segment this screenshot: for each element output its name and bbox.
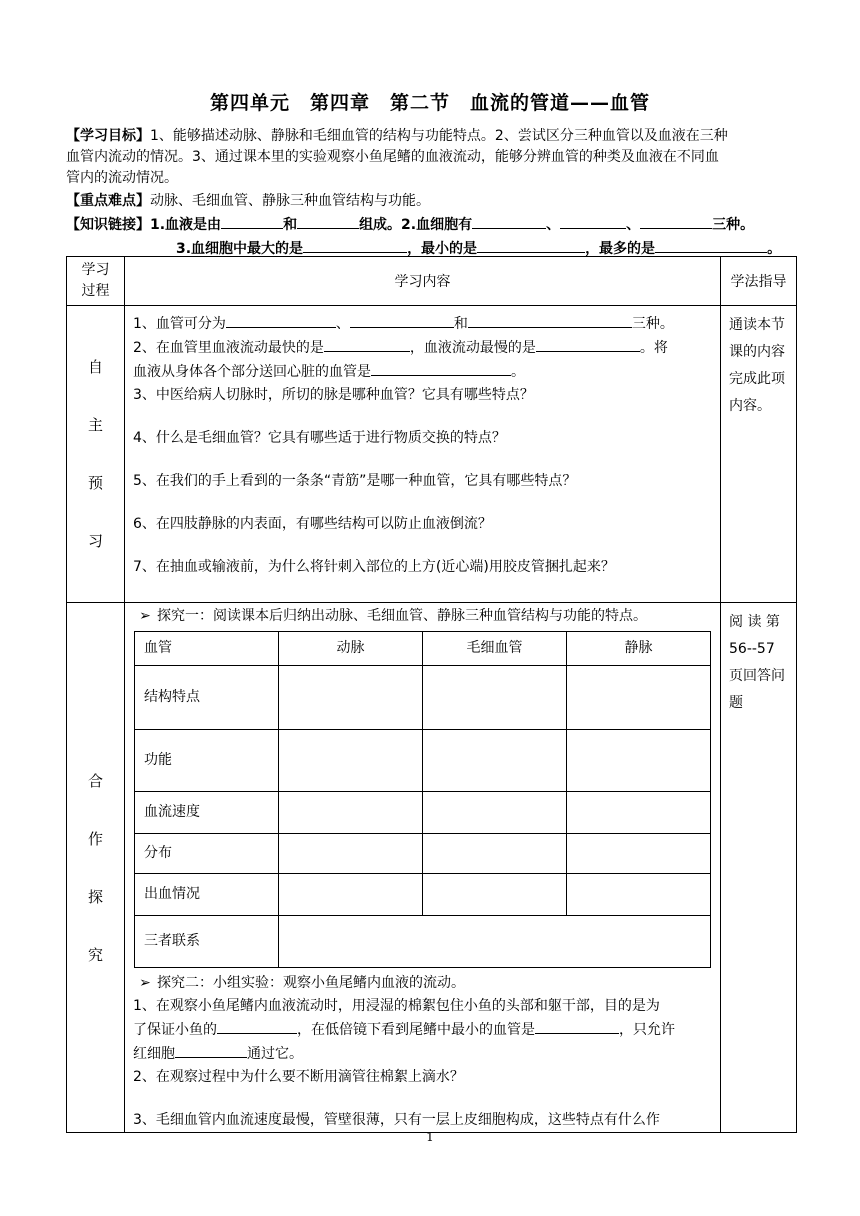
question-7: 7、在抽血或输液前，为什么将针刺入部位的上方(近心端)用胶皮管捆扎起来？ — [133, 559, 615, 575]
grid-cell[interactable] — [279, 666, 423, 730]
page-number: 1 — [426, 1130, 434, 1144]
q-text: ，只允许 — [619, 1022, 675, 1038]
grid-row-label: 结构特点 — [135, 666, 279, 730]
arrow-bullet-icon: ➢ — [139, 975, 151, 991]
fill-blank[interactable] — [217, 1018, 297, 1034]
q-text: 。将 — [639, 340, 668, 356]
arrow-bullet-icon: ➢ — [139, 608, 151, 624]
header-guide: 学法指导 — [721, 257, 797, 306]
knowledge-link-label: 【知识链接】 — [66, 217, 150, 233]
q-text: 。 — [511, 364, 525, 380]
kl-text: 3.血细胞中最大的是 — [176, 241, 304, 257]
experiment-q2: 2、在观察过程中为什么要不断用滴管往棉絮上滴水？ — [133, 1069, 464, 1085]
q-text: 血液从身体各个部分送回心脏的血管是 — [133, 364, 371, 380]
label-char: 作 — [87, 829, 103, 848]
q-text: 和 — [453, 316, 468, 332]
experiment-q1-cont2 — [133, 1042, 712, 1066]
fill-blank[interactable] — [560, 213, 626, 229]
label-char: 主 — [87, 416, 103, 434]
q-text: ，血液流动最慢的是 — [409, 340, 536, 356]
grid-cell[interactable] — [423, 792, 567, 834]
fill-blank[interactable] — [303, 237, 407, 253]
fill-blank[interactable] — [221, 213, 283, 229]
grid-head-cell: 静脉 — [567, 632, 711, 666]
section1-guide: 通读本节课的内容完成此项内容。 — [721, 306, 797, 603]
grid-cell[interactable] — [567, 792, 711, 834]
fill-blank[interactable] — [350, 312, 454, 328]
fill-blank[interactable] — [297, 213, 359, 229]
label-char: 预 — [87, 474, 103, 492]
fill-blank[interactable] — [175, 1042, 247, 1058]
section-self-preview — [67, 306, 797, 603]
learning-goals — [66, 126, 796, 189]
goals-line3: 管内的流动情况。 — [66, 170, 178, 186]
inquiry-2-heading — [133, 972, 712, 995]
section1-content — [125, 306, 721, 603]
q-text: 三种。 — [631, 316, 674, 332]
kl-text: 。 — [767, 241, 782, 257]
key-points-text: 动脉、毛细血管、静脉三种血管结构与功能。 — [150, 193, 430, 209]
question-2-cont — [133, 360, 712, 384]
grid-row — [135, 792, 711, 834]
inquiry-text: 探究一：阅读课本后归纳出动脉、毛细血管、静脉三种血管结构与功能的特点。 — [157, 608, 647, 624]
question-1 — [133, 312, 712, 336]
q-text: 了保证小鱼的 — [133, 1022, 217, 1038]
grid-cell[interactable] — [279, 730, 423, 792]
kl-text: 1.血液是由 — [150, 217, 222, 233]
key-points — [66, 191, 796, 212]
grid-header-row — [135, 632, 711, 666]
grid-cell[interactable] — [423, 834, 567, 874]
q-text: ，在低倍镜下看到尾鳍中最小的血管是 — [297, 1022, 535, 1038]
kl-text: ，最多的是 — [585, 241, 656, 257]
fill-blank[interactable] — [477, 237, 585, 253]
fill-blank[interactable] — [640, 213, 712, 229]
label-char: 究 — [87, 945, 103, 964]
experiment-q1-cont — [133, 1018, 712, 1042]
question-3: 3、中医给病人切脉时，所切的脉是哪种血管？它具有哪些特点？ — [133, 387, 534, 403]
table-header-row — [67, 257, 797, 306]
question-2 — [133, 336, 712, 360]
section-cooperative-inquiry — [67, 603, 797, 1133]
question-4: 4、什么是毛细血管？它具有哪些适于进行物质交换的特点？ — [133, 430, 506, 446]
inquiry-1-heading — [133, 605, 712, 628]
fill-blank[interactable] — [655, 237, 767, 253]
section2-label — [67, 603, 125, 1133]
grid-row — [135, 666, 711, 730]
kl-text: 、 — [626, 217, 641, 233]
grid-row-label: 功能 — [135, 730, 279, 792]
grid-head-cell: 动脉 — [279, 632, 423, 666]
grid-row — [135, 834, 711, 874]
fill-blank[interactable] — [472, 213, 546, 229]
header-content: 学习内容 — [125, 257, 721, 306]
kl-text: ，最小的是 — [407, 241, 478, 257]
question-6: 6、在四肢静脉的内表面，有哪些结构可以防止血液倒流？ — [133, 516, 492, 532]
kl-text: 、 — [546, 217, 561, 233]
fill-blank[interactable] — [468, 312, 632, 328]
grid-row — [135, 730, 711, 792]
kl-text: 三种。 — [712, 217, 755, 233]
grid-row-label: 出血情况 — [135, 874, 279, 916]
q-text: 2、在血管里血液流动最快的是 — [133, 340, 324, 356]
kl-text: 组成。2.血细胞有 — [359, 217, 473, 233]
experiment-q1: 1、在观察小鱼尾鳍内血液流动时，用浸湿的棉絮包住小鱼的头部和躯干部，目的是为 — [133, 998, 660, 1014]
grid-cell[interactable] — [567, 874, 711, 916]
q-text: 红细胞 — [133, 1046, 175, 1062]
section1-label — [67, 306, 125, 603]
q-text: 1、血管可分为 — [133, 316, 226, 332]
fill-blank[interactable] — [226, 312, 336, 328]
goals-label: 【学习目标】 — [66, 128, 150, 144]
label-char: 探 — [87, 887, 103, 906]
grid-cell[interactable] — [567, 834, 711, 874]
knowledge-link — [66, 213, 796, 236]
key-points-label: 【重点难点】 — [66, 193, 150, 209]
grid-row-label: 分布 — [135, 834, 279, 874]
label-char: 自 — [87, 358, 103, 376]
q-text: 通过它。 — [247, 1046, 303, 1062]
label-char: 习 — [87, 532, 103, 550]
experiment-q3: 3、毛细血管内血流速度最慢，管壁很薄，只有一层上皮细胞构成，这些特点有什么作 — [133, 1112, 660, 1128]
section2-content — [125, 603, 721, 1133]
grid-head-cell: 血管 — [135, 632, 279, 666]
fill-blank[interactable] — [535, 1018, 619, 1034]
q-text: 、 — [335, 316, 350, 332]
grid-head-cell: 毛细血管 — [423, 632, 567, 666]
grid-cell[interactable] — [279, 874, 423, 916]
fill-blank[interactable] — [371, 360, 511, 376]
grid-cell[interactable] — [279, 792, 423, 834]
grid-cell[interactable] — [567, 730, 711, 792]
section2-guide: 阅 读 第 56--57 页回答问题 — [721, 603, 797, 1133]
grid-cell[interactable] — [567, 666, 711, 730]
inquiry-text: 探究二：小组实验：观察小鱼尾鳍内血液的流动。 — [157, 975, 465, 991]
goals-line1: 1、能够描述动脉、静脉和毛细血管的结构与功能特点。2、尝试区分三种血管以及血液在三种 — [150, 128, 728, 144]
grid-row-label: 三者联系 — [135, 916, 279, 968]
grid-cell[interactable] — [423, 874, 567, 916]
grid-cell[interactable] — [279, 834, 423, 874]
grid-row-label: 血流速度 — [135, 792, 279, 834]
goals-line2: 血管内流动的情况。3、通过课本里的实验观察小鱼尾鳍的血液流动，能够分辨血管的种类及血液在不同血 — [66, 149, 719, 165]
grid-cell[interactable] — [423, 730, 567, 792]
kl-text: 和 — [283, 217, 298, 233]
grid-row — [135, 874, 711, 916]
study-table — [66, 256, 797, 1133]
fill-blank[interactable] — [324, 336, 410, 352]
label-char: 合 — [87, 771, 103, 790]
page-title: 第四单元 第四章 第二节 血流的管道——血管 — [209, 92, 650, 114]
grid-cell[interactable] — [279, 916, 711, 968]
question-5: 5、在我们的手上看到的一条条“青筋”是哪一种血管，它具有哪些特点？ — [133, 473, 577, 489]
grid-cell[interactable] — [423, 666, 567, 730]
fill-blank[interactable] — [536, 336, 640, 352]
header-process: 学习 过程 — [67, 257, 125, 306]
vessel-comparison-table — [134, 631, 711, 968]
grid-row — [135, 916, 711, 968]
